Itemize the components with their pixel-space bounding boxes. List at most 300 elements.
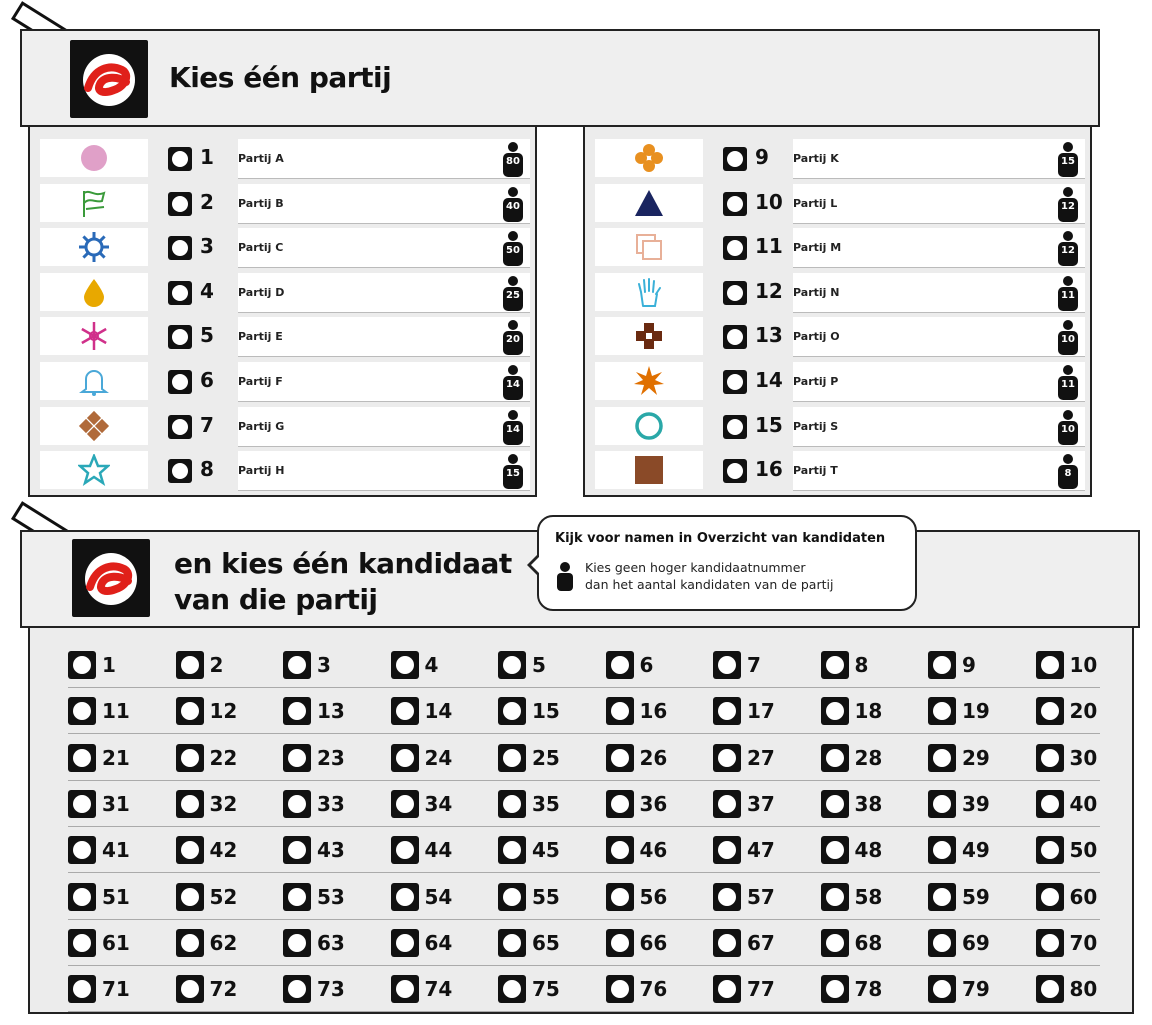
candidate-count-icon — [500, 141, 526, 177]
party-section-header — [20, 29, 1100, 127]
candidate-count: 12 — [1061, 245, 1075, 257]
party-name: Partij P — [793, 375, 839, 388]
candidate-option[interactable] — [68, 694, 168, 726]
candidate-option[interactable] — [821, 648, 921, 680]
candidate-checkbox[interactable] — [1036, 697, 1064, 725]
candidate-number: 42 — [209, 838, 238, 863]
candidate-number: 20 — [1069, 699, 1098, 724]
candidate-checkbox[interactable] — [928, 744, 956, 772]
candidate-option[interactable] — [606, 926, 706, 958]
candidate-count-icon — [1055, 141, 1081, 177]
candidate-option[interactable] — [498, 787, 598, 819]
candidate-option[interactable] — [176, 648, 276, 680]
candidate-checkbox[interactable] — [821, 651, 849, 679]
candidate-checkbox[interactable] — [283, 929, 311, 957]
party-name: Partij S — [793, 419, 839, 433]
candidate-count: 15 — [506, 468, 520, 480]
candidate-option[interactable] — [713, 833, 813, 865]
candidate-checkbox[interactable] — [821, 790, 849, 818]
candidate-checkbox[interactable] — [391, 975, 419, 1003]
candidate-checkbox[interactable] — [283, 975, 311, 1003]
candidate-option[interactable] — [606, 833, 706, 865]
candidate-option[interactable] — [68, 880, 168, 912]
candidate-option[interactable] — [176, 741, 276, 773]
candidate-checkbox[interactable] — [928, 975, 956, 1003]
candidate-checkbox[interactable] — [606, 929, 634, 957]
candidate-option[interactable] — [713, 787, 813, 819]
candidate-option[interactable] — [928, 833, 1028, 865]
candidate-checkbox[interactable] — [928, 697, 956, 725]
candidate-row — [68, 781, 1100, 827]
candidate-number: 44 — [424, 838, 453, 863]
party-name-field — [793, 139, 1085, 179]
candidate-number: 63 — [317, 930, 345, 955]
party-name-field — [238, 184, 530, 224]
candidate-checkbox[interactable] — [68, 836, 96, 864]
party-name-field — [238, 407, 530, 447]
callout-line1: Kies geen hoger kandidaatnummer — [585, 560, 806, 575]
candidate-checkbox[interactable] — [821, 883, 849, 911]
candidate-number: 23 — [317, 745, 345, 770]
candidate-checkbox[interactable] — [1036, 744, 1064, 772]
candidate-checkbox[interactable] — [821, 836, 849, 864]
candidate-option[interactable] — [928, 926, 1028, 958]
candidate-checkbox[interactable] — [391, 836, 419, 864]
candidate-number: 61 — [102, 930, 130, 955]
candidate-option[interactable] — [283, 926, 383, 958]
candidate-option[interactable] — [68, 926, 168, 958]
candidate-checkbox[interactable] — [821, 975, 849, 1003]
candidate-option[interactable] — [498, 833, 598, 865]
candidate-option[interactable] — [713, 694, 813, 726]
candidate-number: 21 — [102, 745, 130, 770]
candidate-checkbox[interactable] — [498, 836, 526, 864]
candidate-option[interactable] — [1036, 648, 1136, 680]
candidate-option[interactable] — [1036, 694, 1136, 726]
candidate-number: 70 — [1069, 930, 1098, 955]
candidate-option[interactable] — [283, 833, 383, 865]
party-name: Partij B — [238, 196, 284, 210]
party-number: 15 — [755, 412, 783, 437]
candidate-checkbox[interactable] — [176, 836, 204, 864]
candidate-option[interactable] — [176, 694, 276, 726]
candidate-option[interactable] — [1036, 787, 1136, 819]
candidate-row — [68, 920, 1100, 966]
candidate-checkbox[interactable] — [713, 929, 741, 957]
candidate-checkbox[interactable] — [68, 790, 96, 818]
candidate-number: 47 — [747, 838, 775, 863]
candidate-number: 56 — [639, 884, 668, 909]
party-checkbox[interactable] — [168, 236, 192, 260]
party-checkbox[interactable] — [723, 236, 747, 260]
candidate-checkbox[interactable] — [606, 790, 634, 818]
candidate-number: 66 — [639, 930, 668, 955]
party-logo-icon — [595, 228, 703, 266]
candidate-checkbox[interactable] — [68, 744, 96, 772]
candidate-option[interactable] — [283, 648, 383, 680]
candidate-option[interactable] — [713, 648, 813, 680]
candidate-number: 53 — [317, 884, 345, 909]
candidate-number: 27 — [747, 745, 775, 770]
party-name: Partij N — [793, 285, 840, 299]
callout-tail-fill — [531, 556, 540, 574]
candidate-option[interactable] — [283, 694, 383, 726]
candidate-option[interactable] — [928, 648, 1028, 680]
party-row — [585, 180, 1090, 224]
party-checkbox[interactable] — [168, 325, 192, 349]
candidate-count-icon — [500, 275, 526, 311]
candidate-checkbox[interactable] — [1036, 836, 1064, 864]
candidate-option[interactable] — [1036, 880, 1136, 912]
candidate-option[interactable] — [928, 741, 1028, 773]
candidate-option[interactable] — [821, 741, 921, 773]
party-name-field — [793, 362, 1085, 402]
candidate-number: 48 — [854, 838, 883, 863]
candidate-option[interactable] — [498, 926, 598, 958]
candidate-count: 10 — [1061, 423, 1075, 435]
party-row — [30, 224, 535, 268]
candidate-checkbox[interactable] — [713, 744, 741, 772]
candidate-number: 29 — [962, 745, 990, 770]
candidate-number: 7 — [747, 653, 761, 677]
candidate-number: 62 — [209, 930, 238, 955]
candidate-count: 15 — [1061, 156, 1075, 167]
candidate-option[interactable] — [498, 972, 598, 1004]
candidate-option[interactable] — [176, 833, 276, 865]
candidate-count-icon — [1055, 319, 1081, 355]
party-checkbox[interactable] — [723, 459, 747, 483]
candidate-count-icon — [1055, 409, 1081, 445]
candidate-checkbox[interactable] — [68, 697, 96, 725]
candidate-option[interactable] — [606, 787, 706, 819]
candidate-number: 37 — [747, 791, 775, 816]
candidate-option[interactable] — [391, 880, 491, 912]
candidate-count: 20 — [506, 334, 520, 346]
candidate-number: 79 — [962, 977, 990, 1002]
candidate-option[interactable] — [713, 741, 813, 773]
section-title-line1: en kies één kandidaat — [174, 547, 512, 580]
party-number: 4 — [200, 278, 214, 303]
candidate-checkbox[interactable] — [606, 883, 634, 911]
candidate-checkbox[interactable] — [283, 836, 311, 864]
candidate-checkbox[interactable] — [176, 883, 204, 911]
candidate-count: 12 — [1061, 200, 1075, 212]
party-name: Partij T — [793, 464, 838, 478]
candidate-count: 8 — [1064, 468, 1072, 480]
candidate-checkbox[interactable] — [928, 883, 956, 911]
candidate-count: 11 — [1061, 379, 1075, 390]
candidate-option[interactable] — [176, 787, 276, 819]
candidate-checkbox[interactable] — [68, 929, 96, 957]
candidate-count-icon — [1055, 230, 1081, 266]
party-checkbox[interactable] — [168, 147, 192, 171]
candidate-number: 60 — [1069, 884, 1098, 909]
candidate-checkbox[interactable] — [391, 651, 419, 679]
candidate-option[interactable] — [68, 787, 168, 819]
party-checkbox[interactable] — [723, 370, 747, 394]
candidate-option[interactable] — [498, 648, 598, 680]
candidate-option[interactable] — [391, 926, 491, 958]
candidate-option[interactable] — [68, 833, 168, 865]
candidate-count: 25 — [506, 289, 520, 301]
candidate-option[interactable] — [1036, 926, 1136, 958]
candidate-number: 17 — [747, 699, 775, 724]
candidate-option[interactable] — [606, 741, 706, 773]
candidate-checkbox[interactable] — [606, 836, 634, 864]
candidate-number: 54 — [424, 884, 453, 909]
party-name-field — [793, 228, 1085, 268]
candidate-number: 64 — [424, 930, 453, 955]
party-logo-icon — [595, 273, 703, 311]
candidate-number: 50 — [1069, 838, 1098, 863]
party-name-field — [793, 184, 1085, 224]
candidate-option[interactable] — [928, 694, 1028, 726]
candidate-checkbox[interactable] — [1036, 975, 1064, 1003]
candidate-checkbox[interactable] — [821, 744, 849, 772]
candidate-number: 45 — [532, 838, 560, 863]
candidate-option[interactable] — [68, 972, 168, 1004]
candidate-checkbox[interactable] — [283, 790, 311, 818]
party-checkbox[interactable] — [723, 147, 747, 171]
candidate-number: 19 — [962, 699, 990, 724]
candidate-option[interactable] — [68, 741, 168, 773]
candidate-checkbox[interactable] — [498, 697, 526, 725]
candidate-count: 40 — [506, 200, 520, 212]
candidate-checkbox[interactable] — [606, 744, 634, 772]
candidate-checkbox[interactable] — [176, 651, 204, 679]
candidate-option[interactable] — [928, 972, 1028, 1004]
candidate-option[interactable] — [713, 926, 813, 958]
party-number: 2 — [200, 189, 214, 214]
candidate-option[interactable] — [68, 648, 168, 680]
party-row — [30, 403, 535, 447]
candidate-option[interactable] — [176, 880, 276, 912]
party-name-field — [793, 273, 1085, 313]
candidate-option[interactable] — [176, 926, 276, 958]
candidate-checkbox[interactable] — [928, 651, 956, 679]
party-number: 16 — [755, 457, 783, 482]
candidate-checkbox[interactable] — [176, 975, 204, 1003]
candidate-row — [68, 874, 1100, 920]
candidate-option[interactable] — [1036, 972, 1136, 1004]
party-checkbox[interactable] — [723, 325, 747, 349]
candidate-option[interactable] — [391, 648, 491, 680]
party-name: Partij M — [793, 241, 842, 255]
candidate-number: 11 — [102, 699, 130, 724]
candidate-checkbox[interactable] — [283, 744, 311, 772]
candidate-checkbox[interactable] — [391, 883, 419, 911]
party-checkbox[interactable] — [168, 459, 192, 483]
candidate-checkbox[interactable] — [283, 651, 311, 679]
candidate-option[interactable] — [821, 972, 921, 1004]
info-callout — [537, 515, 917, 611]
party-row — [585, 224, 1090, 268]
candidate-option[interactable] — [606, 648, 706, 680]
candidate-checkbox[interactable] — [283, 697, 311, 725]
candidate-number: 75 — [532, 977, 560, 1002]
candidate-checkbox[interactable] — [391, 744, 419, 772]
candidate-option[interactable] — [821, 833, 921, 865]
candidate-checkbox[interactable] — [821, 929, 849, 957]
party-name: Partij H — [238, 464, 285, 478]
candidate-checkbox[interactable] — [821, 697, 849, 725]
candidate-count-icon — [500, 230, 526, 266]
candidate-count: 10 — [1061, 334, 1075, 346]
callout-line2: dan het aantal kandidaten van de partij — [585, 577, 834, 592]
party-checkbox[interactable] — [168, 281, 192, 305]
candidate-checkbox[interactable] — [498, 883, 526, 911]
candidate-checkbox[interactable] — [928, 836, 956, 864]
candidate-row — [68, 688, 1100, 734]
candidate-number: 15 — [532, 699, 560, 724]
candidate-number: 30 — [1069, 745, 1098, 770]
candidate-checkbox[interactable] — [928, 790, 956, 818]
candidate-option[interactable] — [713, 972, 813, 1004]
candidate-option[interactable] — [606, 880, 706, 912]
red-pencil-mark-logo — [70, 40, 148, 118]
party-name-field — [793, 451, 1085, 491]
candidate-number: 33 — [317, 791, 345, 816]
candidate-checkbox[interactable] — [713, 836, 741, 864]
callout-title: Kijk voor namen in Overzicht van kandidaten — [555, 531, 886, 546]
candidate-count-icon — [500, 453, 526, 489]
candidate-checkbox[interactable] — [498, 651, 526, 679]
party-number: 10 — [755, 189, 783, 214]
candidate-option[interactable] — [821, 787, 921, 819]
candidate-number: 12 — [209, 699, 238, 724]
candidate-option[interactable] — [283, 972, 383, 1004]
candidate-option[interactable] — [391, 972, 491, 1004]
candidate-number: 38 — [854, 791, 883, 816]
candidate-number: 73 — [317, 977, 345, 1002]
party-row — [585, 447, 1090, 491]
candidate-option[interactable] — [391, 741, 491, 773]
candidate-checkbox[interactable] — [176, 744, 204, 772]
candidate-option[interactable] — [1036, 833, 1136, 865]
party-number: 9 — [755, 145, 769, 169]
candidate-option[interactable] — [498, 694, 598, 726]
candidate-checkbox[interactable] — [713, 651, 741, 679]
candidate-checkbox[interactable] — [391, 929, 419, 957]
party-name-field — [238, 362, 530, 402]
candidate-checkbox[interactable] — [498, 929, 526, 957]
candidate-checkbox[interactable] — [68, 883, 96, 911]
candidate-option[interactable] — [283, 741, 383, 773]
party-name-field — [238, 228, 530, 268]
candidate-option[interactable] — [283, 787, 383, 819]
candidate-checkbox[interactable] — [283, 883, 311, 911]
candidate-number: 52 — [209, 884, 238, 909]
page-title: Kies één partij — [169, 61, 392, 94]
candidate-checkbox[interactable] — [928, 929, 956, 957]
candidate-option[interactable] — [498, 741, 598, 773]
candidate-number: 57 — [747, 884, 775, 909]
candidate-number: 35 — [532, 791, 560, 816]
candidate-checkbox[interactable] — [498, 744, 526, 772]
party-name-field — [238, 273, 530, 313]
candidate-checkbox[interactable] — [1036, 883, 1064, 911]
candidate-option[interactable] — [391, 833, 491, 865]
candidate-option[interactable] — [821, 926, 921, 958]
candidate-checkbox[interactable] — [498, 790, 526, 818]
candidate-checkbox[interactable] — [606, 975, 634, 1003]
candidate-checkbox[interactable] — [176, 697, 204, 725]
party-checkbox[interactable] — [168, 415, 192, 439]
candidate-count-icon — [1055, 186, 1081, 222]
person-icon — [555, 561, 575, 591]
party-checkbox[interactable] — [168, 370, 192, 394]
candidate-count-icon — [500, 409, 526, 445]
candidate-number: 69 — [962, 930, 990, 955]
candidate-count-icon — [1055, 453, 1081, 489]
candidate-option[interactable] — [391, 694, 491, 726]
candidate-option[interactable] — [606, 972, 706, 1004]
party-checkbox[interactable] — [723, 281, 747, 305]
candidate-checkbox[interactable] — [1036, 790, 1064, 818]
candidate-checkbox[interactable] — [1036, 929, 1064, 957]
candidate-option[interactable] — [606, 694, 706, 726]
candidate-count: 14 — [506, 423, 520, 435]
party-checkbox[interactable] — [723, 192, 747, 216]
candidate-number: 39 — [962, 791, 990, 816]
party-logo-icon — [40, 139, 148, 177]
candidate-number: 24 — [424, 745, 453, 770]
candidate-option[interactable] — [821, 694, 921, 726]
candidate-option[interactable] — [1036, 741, 1136, 773]
party-row — [585, 269, 1090, 313]
candidate-checkbox[interactable] — [606, 651, 634, 679]
party-logo-icon — [40, 228, 148, 266]
candidate-number: 26 — [639, 745, 668, 770]
party-list-left — [28, 127, 537, 497]
candidate-number: 77 — [747, 977, 775, 1002]
candidate-checkbox[interactable] — [68, 651, 96, 679]
candidate-number: 68 — [854, 930, 883, 955]
candidate-checkbox[interactable] — [391, 697, 419, 725]
candidate-number: 9 — [962, 653, 976, 677]
candidate-number: 76 — [639, 977, 668, 1002]
candidate-checkbox[interactable] — [498, 975, 526, 1003]
candidate-checkbox[interactable] — [606, 697, 634, 725]
party-checkbox[interactable] — [723, 415, 747, 439]
party-logo-icon — [595, 451, 703, 489]
candidate-checkbox[interactable] — [713, 790, 741, 818]
candidate-option[interactable] — [176, 972, 276, 1004]
candidate-option[interactable] — [283, 880, 383, 912]
party-logo-icon — [595, 139, 703, 177]
candidate-option[interactable] — [928, 880, 1028, 912]
candidate-option[interactable] — [498, 880, 598, 912]
party-row — [585, 135, 1090, 179]
candidate-checkbox[interactable] — [176, 929, 204, 957]
candidate-checkbox[interactable] — [713, 883, 741, 911]
party-checkbox[interactable] — [168, 192, 192, 216]
party-number: 12 — [755, 278, 783, 303]
candidate-option[interactable] — [391, 787, 491, 819]
candidate-checkbox[interactable] — [713, 975, 741, 1003]
candidate-option[interactable] — [713, 880, 813, 912]
candidate-checkbox[interactable] — [713, 697, 741, 725]
candidate-option[interactable] — [928, 787, 1028, 819]
party-number: 8 — [200, 457, 214, 482]
candidate-checkbox[interactable] — [391, 790, 419, 818]
candidate-checkbox[interactable] — [68, 975, 96, 1003]
candidate-number: 1 — [102, 653, 116, 677]
candidate-checkbox[interactable] — [1036, 651, 1064, 679]
party-logo-icon — [595, 407, 703, 445]
candidate-option[interactable] — [821, 880, 921, 912]
candidate-checkbox[interactable] — [176, 790, 204, 818]
